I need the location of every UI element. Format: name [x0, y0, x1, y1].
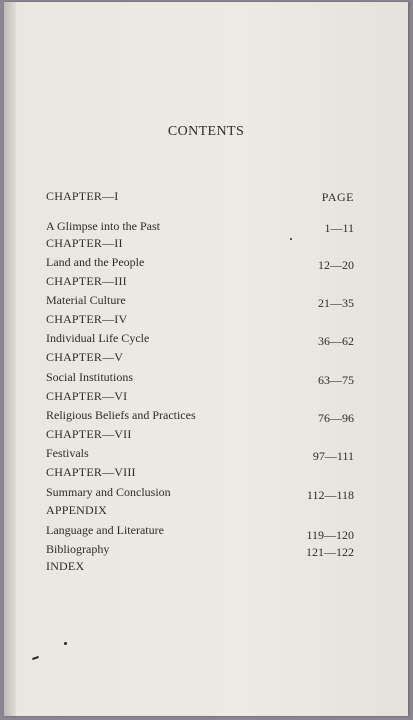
index-heading: INDEX — [46, 559, 85, 573]
chapter-3-pages: 21—35 — [318, 296, 354, 310]
appendix-title: Language and Literature — [46, 523, 164, 537]
chapter-3-title: Material Culture — [46, 293, 126, 307]
chapter-6-title: Religious Beliefs and Practices — [46, 408, 196, 422]
bibliography-title: Bibliography — [46, 542, 110, 556]
appendix-pages: 119—120 — [306, 528, 354, 542]
ink-speck — [64, 642, 67, 645]
chapter-3-heading: CHAPTER—III — [46, 274, 127, 288]
chapter-2-pages: 12—20 — [318, 258, 354, 272]
bibliography-pages: 121—122 — [306, 545, 354, 559]
table-of-contents — [4, 2, 408, 716]
chapter-2-heading: CHAPTER—II — [46, 236, 123, 250]
contents-title: CONTENTS — [167, 124, 245, 139]
chapter-4-heading: CHAPTER—IV — [46, 312, 128, 326]
chapter-6-pages: 76—96 — [318, 411, 354, 425]
ink-speck — [290, 238, 292, 240]
chapter-5-heading: CHAPTER—V — [46, 350, 124, 364]
chapter-7-title: Festivals — [46, 446, 89, 460]
chapter-8-heading: CHAPTER—VIII — [46, 465, 136, 479]
chapter-8-title: Summary and Conclusion — [46, 485, 171, 499]
chapter-8-pages: 112—118 — [306, 488, 354, 502]
chapter-4-title: Individual Life Cycle — [46, 331, 150, 345]
chapter-1-pages: 1—11 — [324, 221, 354, 235]
chapter-5-pages: 63—75 — [318, 373, 354, 387]
chapter-6-heading: CHAPTER—VI — [46, 389, 128, 403]
chapter-7-pages: 97—111 — [312, 449, 354, 463]
chapter-5-title: Social Institutions — [46, 370, 133, 384]
chapter-7-heading: CHAPTER—VII — [46, 427, 132, 441]
chapter-1-title: A Glimpse into the Past — [46, 219, 160, 233]
chapter-1-heading: CHAPTER—I — [46, 189, 119, 203]
appendix-heading: APPENDIX — [46, 503, 107, 517]
book-page — [4, 2, 408, 716]
chapter-2-title: Land and the People — [46, 255, 145, 269]
page-column-header: PAGE — [321, 190, 354, 204]
chapter-4-pages: 36—62 — [318, 334, 354, 348]
